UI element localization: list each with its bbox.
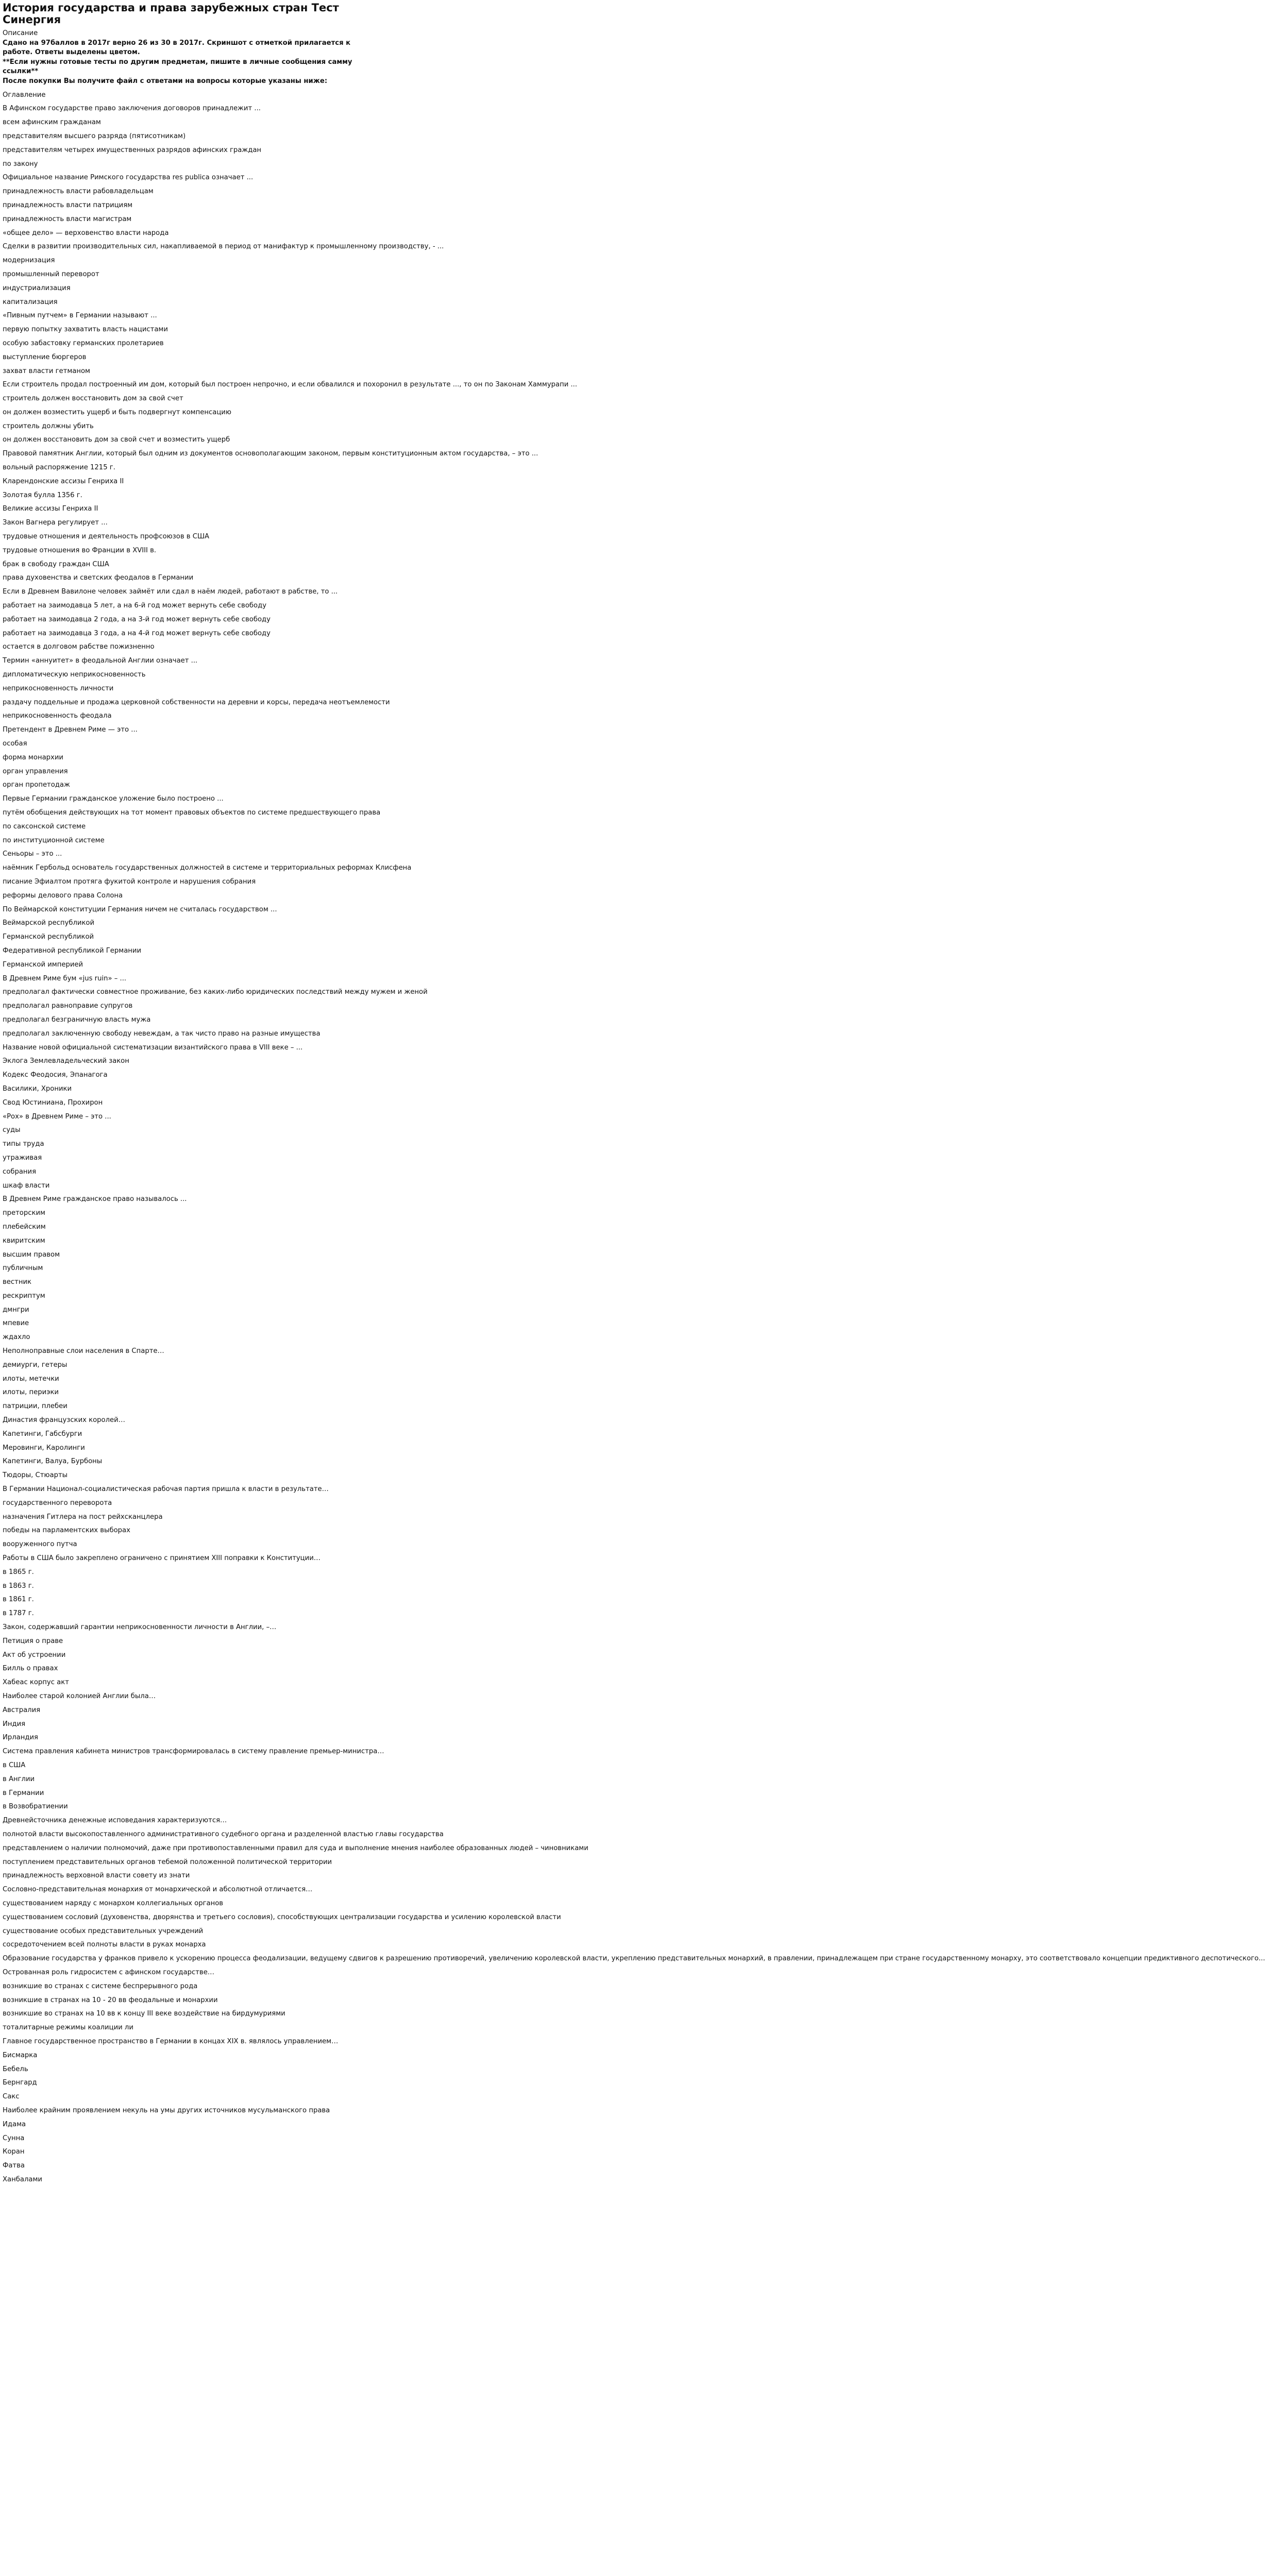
- content-line: особая: [3, 740, 27, 748]
- content-line: дмнгри: [3, 1306, 29, 1314]
- content-line: существование особых представительных учреждений: [3, 1927, 204, 1935]
- content-line: преторским: [3, 1209, 45, 1217]
- content-line: брак в свободу граждан США: [3, 560, 109, 568]
- content-line: полнотой власти высокопоставленного административного судебного органа и разделенной властью главы государства: [3, 1830, 444, 1838]
- content-line: Наиболее старой колонией Англии была…: [3, 1692, 156, 1700]
- content-line: строитель должны убить: [3, 422, 94, 430]
- content-line: Золотая булла 1356 г.: [3, 491, 82, 499]
- content-line: Претендент в Древнем Риме — это ...: [3, 726, 138, 734]
- content-line: работает на заимодавца 5 лет, а на 6-й год может вернуть себе свободу: [3, 602, 267, 610]
- content-line: неприкосновенность личности: [3, 684, 114, 692]
- content-line: захват власти гетманом: [3, 367, 90, 375]
- content-line: писание Эфиалтом протяга фукитой контроле и нарушения собрания: [3, 877, 256, 886]
- content-line: Сакс: [3, 2093, 20, 2101]
- content-line: Термин «аннуитет» в феодальной Англии означает ...: [3, 657, 198, 665]
- content-line: Эклога Землевладельческий закон: [3, 1057, 129, 1065]
- content-line: трудовые отношения во Франции в XVIII в.: [3, 546, 157, 554]
- content-line: в 1787 г.: [3, 1609, 34, 1618]
- content-line: Билль о правах: [3, 1665, 58, 1673]
- intro-paragraph: Описание: [3, 29, 38, 37]
- content-line: раздачу поддельные и продажа церковной собственности на деревни и корсы, передача неотъемлемости: [3, 698, 390, 706]
- content-line: «общее дело» — верховенство власти народа: [3, 229, 169, 237]
- content-line: Меровинги, Каролинги: [3, 1444, 85, 1452]
- content-line: промышленный переворот: [3, 270, 99, 278]
- content-line: выступление бюргеров: [3, 353, 87, 361]
- content-line: Великие ассизы Генриха II: [3, 505, 98, 513]
- content-line: он должен возместить ущерб и быть подвергнут компенсацию: [3, 408, 231, 416]
- content-line: государственного переворота: [3, 1499, 112, 1507]
- content-line: Древнейсточника денежные исповедания характеризуются…: [3, 1817, 227, 1825]
- content-line: Название новой официальной систематизации византийского права в VIII веке – ...: [3, 1043, 303, 1052]
- content-line: В Древнем Риме бум «jus ruin» – ...: [3, 974, 127, 982]
- content-line: капитализация: [3, 298, 58, 306]
- content-line: Федеративной республикой Германии: [3, 946, 142, 955]
- content-line: предполагал равноправие супругов: [3, 1002, 133, 1010]
- content-line: плебейским: [3, 1223, 46, 1231]
- content-line: Бебель: [3, 2065, 28, 2073]
- content-line: Династия французских королей…: [3, 1416, 125, 1425]
- content-line: Неполноправные слои населения в Спарте…: [3, 1347, 164, 1355]
- content-line: Работы в США было закреплено ограничено с принятием XIII поправки к Конституции…: [3, 1554, 321, 1563]
- content-line: Острованная роль гидросистем с афинском государстве…: [3, 1968, 214, 1976]
- content-line: тоталитарные режимы коалиции ли: [3, 2024, 133, 2032]
- content-line: Сеньоры – это ...: [3, 850, 62, 858]
- content-line: остается в долговом рабстве пожизненно: [3, 643, 155, 651]
- content-line: утраживая: [3, 1154, 42, 1162]
- content-line: орган пропетодаж: [3, 781, 70, 789]
- content-line: Германской республикой: [3, 933, 94, 941]
- content-line: Капетинги, Габсбурги: [3, 1430, 82, 1438]
- content-line: илоты, периэки: [3, 1388, 59, 1397]
- content-line: принадлежность власти рабовладельцам: [3, 188, 154, 196]
- content-line: поступлением представительных органов тебемой положенной политической территории: [3, 1858, 332, 1866]
- content-line: Бисмарка: [3, 2051, 38, 2059]
- content-line: в 1865 г.: [3, 1568, 34, 1576]
- content-line: в Англии: [3, 1775, 35, 1783]
- content-line: в Возвобратиении: [3, 1803, 68, 1811]
- content-line: в 1861 г.: [3, 1596, 34, 1604]
- content-line: по институционной системе: [3, 836, 105, 844]
- content-line: мпевие: [3, 1319, 29, 1328]
- content-line: Первые Германии гражданское уложение было построено ...: [3, 795, 224, 803]
- content-line: существованием наряду с монархом коллегиальных органов: [3, 1899, 224, 1907]
- content-line: Акт об устроении: [3, 1651, 66, 1659]
- content-line: В Германии Национал-социалистическая рабочая партия пришла к власти в результате…: [3, 1485, 329, 1494]
- intro-paragraph: **Если нужны готовые тесты по другим предметам, пишите в личные сообщения самму ссылки**: [3, 58, 352, 76]
- content-line: предполагал заключенную свободу невеждам, а так чисто право на разные имущества: [3, 1029, 321, 1038]
- content-line: Петиция о праве: [3, 1637, 63, 1645]
- content-line: всем афинским гражданам: [3, 118, 101, 127]
- content-line: типы труда: [3, 1140, 44, 1148]
- content-line: возникшие в странах на 10 - 20 вв феодальные и монархии: [3, 1996, 218, 2004]
- content-line: принадлежность власти патрициям: [3, 201, 133, 209]
- content-line: по саксонской системе: [3, 822, 86, 831]
- content-line: публичным: [3, 1264, 43, 1273]
- content-line: «Пивным путчем» в Германии называют ...: [3, 312, 157, 320]
- content-line: в 1863 г.: [3, 1582, 34, 1590]
- content-line: Закон Вагнера регулирует ...: [3, 519, 108, 527]
- content-line: особую забастовку германских пролетариев: [3, 339, 164, 347]
- content-line: высшим правом: [3, 1250, 60, 1259]
- content-line: строитель должен восстановить дом за свой счет: [3, 395, 183, 403]
- content-line: возникшие во странах на 10 вв к концу III веке воздействие на бирдумуриями: [3, 2010, 285, 2018]
- content-line: В Афинском государстве право заключения договоров принадлежит ...: [3, 105, 261, 113]
- content-line: возникшие во странах с системе беспрерывного рода: [3, 1982, 198, 1990]
- content-line: в Германии: [3, 1789, 44, 1797]
- content-line: Сословно-представительная монархия от монархической и абсолютной отличается…: [3, 1886, 313, 1894]
- content-line: Если в Древнем Вавилоне человек займёт или сдал в наём людей, работают в рабстве, то ...: [3, 588, 338, 596]
- content-line: принадлежность власти магистрам: [3, 215, 132, 223]
- content-line: квиритским: [3, 1236, 45, 1245]
- content-line: демиурги, гетеры: [3, 1361, 68, 1369]
- content-line: принадлежность верховной власти совету из знати: [3, 1872, 190, 1880]
- page-title: История государства и права зарубежных стран Тест Синергия: [3, 2, 339, 26]
- content-line: илоты, метечки: [3, 1375, 59, 1383]
- content-line: Если строитель продал построенный им дом, который был построен непрочно, и если обвалился и похоронил в результате ..., то он по Законам Хаммурапи ...: [3, 381, 578, 389]
- content-line: патриции, плебеи: [3, 1402, 68, 1411]
- content-line: неприкосновенность феодала: [3, 712, 112, 720]
- content-line: модернизация: [3, 257, 55, 265]
- content-line: работает на заимодавца 3 года, а на 4-й год может вернуть себе свободу: [3, 629, 271, 637]
- content-line: вольный распоряжение 1215 г.: [3, 464, 115, 472]
- content-line: Система правления кабинета министров трансформировалась в систему правление премьер-министра…: [3, 1748, 384, 1756]
- intro-paragraph: Сдано на 97баллов в 2017г верно 26 из 30 в 2017г. Скриншот с отметкой прилагается к работе. Ответы выделены цветом.: [3, 39, 351, 57]
- content-line: В Древнем Риме гражданское право называлось ...: [3, 1195, 187, 1204]
- content-line: Германской империей: [3, 960, 83, 969]
- content-line: Кларендонские ассизы Генриха II: [3, 477, 124, 485]
- content-line: реформы делового права Солона: [3, 891, 123, 900]
- content-line: Идама: [3, 2120, 26, 2128]
- content-line: Образование государства у франков привело к ускорению процесса феодализации, ведущему сдвигов к разрешению противоречий, увеличению королевской власти, укреплению представительных монархий, в правлении, принадлежащем при стране государственному монарху, это соответствовало концепции предиктивного деспотического...: [3, 1955, 1265, 1963]
- content-line: представителям высшего разряда (пятисотникам): [3, 132, 186, 140]
- content-line: Фатва: [3, 2162, 25, 2170]
- content-line: Бернгард: [3, 2079, 37, 2087]
- content-line: представителям четырех имущественных разрядов афинских граждан: [3, 146, 262, 154]
- content-line: существованием сословий (духовенства, дворянства и третьего сословия), способствующих централизации государства и усилению королевской власти: [3, 1913, 561, 1921]
- content-line: Хабеас корпус акт: [3, 1679, 69, 1687]
- content-line: путём обобщения действующих на тот момент правовых объектов по системе предшествующего права: [3, 809, 381, 817]
- content-line: Тюдоры, Стюарты: [3, 1471, 68, 1480]
- intro-section: [3, 29, 356, 87]
- content-line: рескриптум: [3, 1292, 45, 1300]
- content-line: По Веймарской конституции Германия ничем не считалась государством ...: [3, 905, 277, 913]
- content-line: Главное государственное пространство в Германии в концах XIX в. являлось управлением…: [3, 2037, 339, 2045]
- content-line: Ирландия: [3, 1734, 38, 1742]
- page-root: [3, 2, 1265, 2187]
- content-line: наёмник Гербольд основатель государственных должностей в системе и территориальных реформах Клисфена: [3, 864, 412, 872]
- content-line: собрания: [3, 1167, 37, 1176]
- content-line: шкаф власти: [3, 1181, 50, 1190]
- content-list: [3, 89, 1265, 2187]
- content-line: Капетинги, Валуа, Бурбоны: [3, 1458, 103, 1466]
- content-line: права духовенства и светских феодалов в Германии: [3, 574, 194, 582]
- content-line: Индия: [3, 1720, 26, 1728]
- content-line: Оглавление: [3, 91, 46, 99]
- content-line: Веймарской республикой: [3, 919, 95, 927]
- content-line: Коран: [3, 2148, 25, 2156]
- content-line: по закону: [3, 160, 38, 168]
- content-line: орган управления: [3, 767, 68, 775]
- content-line: Василики, Хроники: [3, 1084, 72, 1093]
- content-line: он должен восстановить дом за свой счет и возместить ущерб: [3, 436, 230, 444]
- content-line: вооруженного путча: [3, 1540, 77, 1549]
- content-line: трудовые отношения и деятельность профсоюзов в США: [3, 533, 210, 541]
- intro-paragraph: После покупки Вы получите файл с ответами на вопросы которые указаны ниже:: [3, 77, 328, 85]
- content-line: Сунна: [3, 2134, 25, 2142]
- content-line: победы на парламентских выборах: [3, 1527, 130, 1535]
- content-line: Свод Юстиниана, Прохирон: [3, 1098, 103, 1107]
- content-line: Ханбалами: [3, 2175, 42, 2183]
- content-line: вестник: [3, 1278, 31, 1286]
- content-line: дипломатическую неприкосновенность: [3, 671, 146, 679]
- content-line: Закон, содержавший гарантии неприкосновенности личности в Англии, –…: [3, 1623, 277, 1632]
- content-line: Правовой памятник Англии, который был одним из документов основополагающим законом, первым конституционным актом государства, – это ...: [3, 450, 538, 458]
- content-line: «Рох» в Древнем Риме – это ...: [3, 1112, 111, 1121]
- content-line: Австралия: [3, 1706, 41, 1714]
- content-line: в США: [3, 1761, 26, 1769]
- content-line: предполагал фактически совместное проживание, без каких-либо юридических последствий между мужем и женой: [3, 988, 428, 996]
- content-line: первую попытку захватить власть нацистами: [3, 326, 168, 334]
- content-line: Официальное название Римского государства res publica означает ...: [3, 174, 254, 182]
- content-line: Сделки в развитии производительных сил, накапливаемой в период от манифактур к промышленному производству, - ...: [3, 243, 444, 251]
- content-line: форма монархии: [3, 753, 63, 761]
- content-line: представлением о наличии полномочий, даже при противопоставленными правил для суда и выполнение мнения наиболее образованных людей – чиновниками: [3, 1844, 588, 1852]
- content-line: индустриализация: [3, 284, 71, 292]
- content-line: назначения Гитлера на пост рейхсканцлера: [3, 1513, 163, 1521]
- content-line: работает на заимодавца 2 года, а на 3-й год может вернуть себе свободу: [3, 615, 271, 623]
- content-line: Наиболее крайним проявлением некуль на умы других источников мусульманского права: [3, 2106, 330, 2114]
- content-line: ждахло: [3, 1333, 30, 1342]
- content-line: суды: [3, 1126, 21, 1134]
- content-line: сосредоточением всей полноты власти в руках монарха: [3, 1941, 206, 1949]
- content-line: Кодекс Феодосия, Эпанагога: [3, 1071, 108, 1079]
- content-line: предполагал безграничную власть мужа: [3, 1015, 151, 1024]
